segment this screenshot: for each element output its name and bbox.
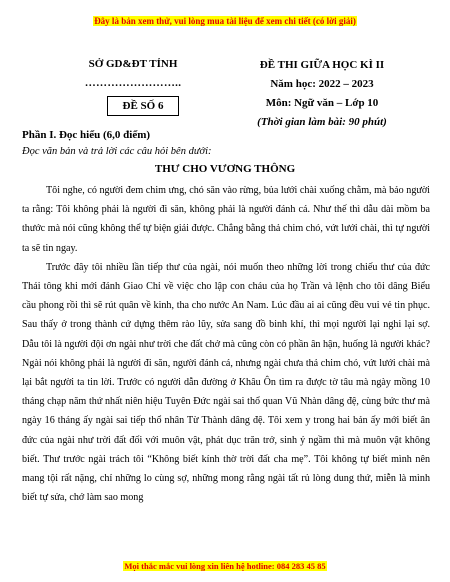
school-year: Năm học: 2022 – 2023 — [270, 78, 374, 90]
passage-paragraph-2: Trước đây tôi nhiều lần tiếp thư của ngài, nói muốn theo những lời trong chiếu thư của đức Thái tông khi mới đánh Giao Chỉ về việc cho lập con cháu của họ Trần và lệnh cho tôi dâng Biểu cầu phong rồi thì sẽ rút quân về kinh, tha cho nước An Nam. Lúc đầu ai ai cũng đều vui vẻ tin phục. Sau thấy ở trong thành cứ dựng thêm rào lũy, sửa sang đồ binh khí, thì mọi người lại nghi lại sợ. Dẫu tôi là người đội ơn ngài như trời che đất chở mà cũng còn có phần ân hận, huống là người khác? Ngài nói không phải là người đi săn, người đánh cá, nhưng ngài chưa thả chim chó, vứt lưới chài mà lại bắt người ta tin lời. Trước có người dẫn đường ở Khâu Ôn tìm ra được tờ tâu mà ngày mồng 10 tháng chạp năm thứ nhất niên hiệu Tuyên Đức ngài sai thổ quan Vũ Nhàn dâng đệ, cùng bức thư mà ngày 16 tháng ấy ngài sai tiếp thổ nhân Từ Thành dâng đệ. Tôi xem y trong hai bản ấy mới biết ân đức của ngài như trời đất đối với muôn vật, phát dục trăn trở, sinh ý ngầm thì mà muôn vật không biết. Thư trước ngài trách tôi “Không biết kính thờ trời đất cha mẹ”. Tôi không tự biết mình nên mang tội rất nặng, chỉ những lo cùng sợ, những mong rằng ngài tất rủ lòng dung thứ, miễn là mình biết tự sửa, chớ làm sao mong — [22, 261, 430, 504]
school-header — [58, 58, 208, 89]
top-notice-text: Đây là bản xem thử, vui lòng mua tài liệu để xem chi tiết (có lời giải) — [94, 16, 356, 26]
reading-instruction: Đọc văn bản và trả lời các câu hỏi bên dưới: — [22, 146, 212, 157]
exam-code-box: ĐỀ SỐ 6 — [107, 96, 179, 116]
hotline-text: Mọi thắc mắc vui lòng xin liên hệ hotline: 084 283 45 85 — [124, 561, 326, 571]
exam-header — [232, 58, 412, 134]
top-notice-banner — [0, 11, 450, 29]
passage-title: THƯ CHO VƯƠNG THÔNG — [154, 163, 296, 175]
exam-duration: (Thời gian làm bài: 90 phút) — [257, 116, 387, 128]
bottom-hotline-banner — [0, 556, 450, 574]
part-title: Phần I. Đọc hiểu (6,0 điểm) — [22, 129, 151, 141]
province-placeholder: …………………….. — [84, 77, 182, 89]
exam-title: ĐỀ THI GIỮA HỌC KÌ II — [259, 59, 385, 71]
subject-grade: Môn: Ngữ văn – Lớp 10 — [265, 97, 379, 109]
passage-body — [22, 181, 430, 507]
passage-paragraph-1: Tôi nghe, có người đem chim ưng, chó săn vào rừng, bủa lưới chài xuống chằm, mà bảo người ta rằng: Tôi không phải là người đi săn, không phải là người đánh cá. Như thế thì dẫu dài mồm ba thước mà nói cũng không thể tự biện giải được. Chẳng bằng thả chim chó, vứt lưới chài, thì tự người ta sẽ tin ngay. — [22, 185, 430, 254]
department-name: SỞ GD&ĐT TỈNH — [88, 58, 178, 70]
